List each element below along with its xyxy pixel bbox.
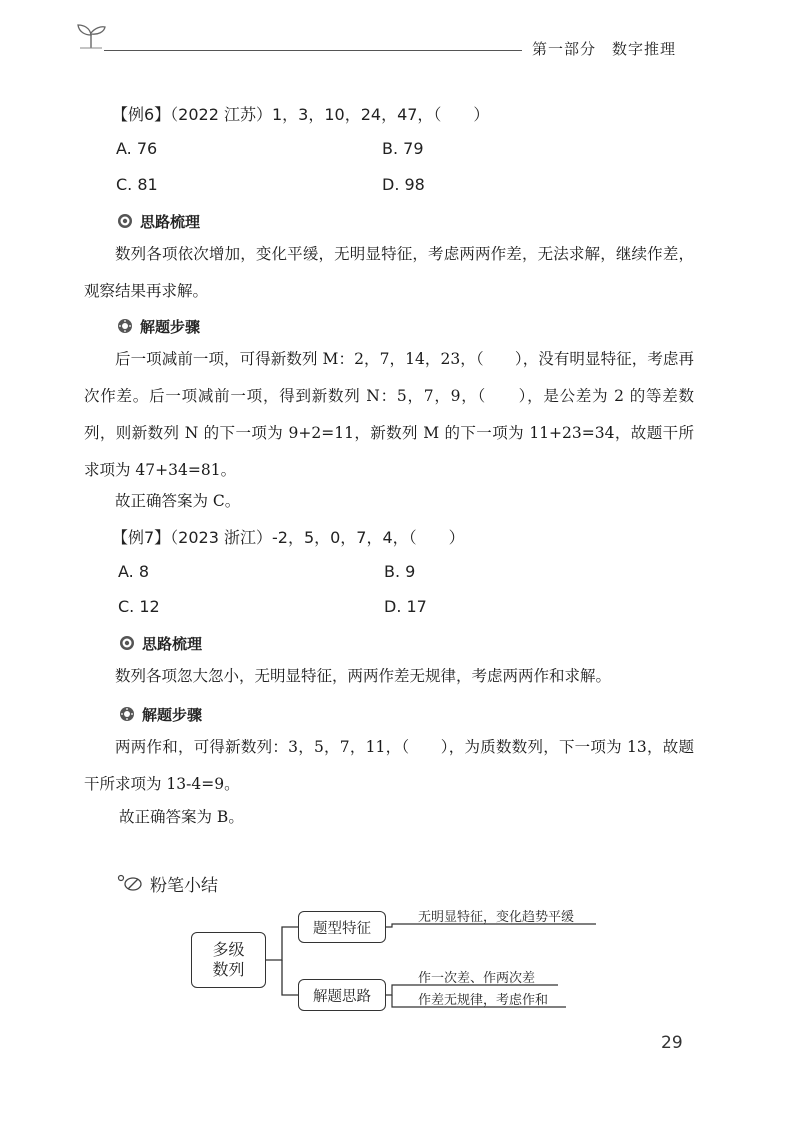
example-7-section-1-title: 思路梳理 — [142, 635, 203, 653]
example-6-option-b: B. 79 — [382, 139, 424, 158]
mindmap-leaf: 无明显特征，变化趋势平缓 — [418, 910, 575, 925]
mindmap-leaf: 作差无规律，考虑作和 — [418, 993, 549, 1008]
mindmap-root: 多级 数列 — [191, 932, 266, 988]
example-6-option-d: D. 98 — [382, 175, 425, 194]
example-7-option-d: D. 17 — [384, 597, 427, 616]
example-6-option-c: C. 81 — [116, 175, 158, 194]
page-number: 29 — [661, 1033, 683, 1053]
example-7-option-c: C. 12 — [118, 597, 160, 616]
example-7-answer: 故正确答案为 B。 — [119, 808, 244, 826]
mindmap-leaf: 作一次差、作两次差 — [418, 971, 536, 986]
example-7-question: 【例7】（2023 浙江）-2，5，0，7，4，（ ） — [112, 528, 465, 547]
header-section-title: 第一部分 数字推理 — [532, 40, 677, 58]
example-6-section-2-title: 解题步骤 — [140, 318, 201, 336]
summary-title: 粉笔小结 — [150, 876, 218, 896]
example-6-section-1-title: 思路梳理 — [140, 213, 201, 231]
mindmap-branch-features: 题型特征 — [298, 911, 386, 943]
paragraph: 两两作和，可得新数列：3，5，7，11，（ ），为质数数列，下一项为 13，故题干所求项为 13-4=9。 — [84, 738, 694, 793]
example-6-answer: 故正确答案为 C。 — [115, 492, 241, 510]
mindmap-branch-approach: 解题思路 — [298, 979, 386, 1011]
example-7-option-a: A. 8 — [118, 562, 150, 581]
example-6-question: 【例6】（2022 江苏）1，3，10，24，47，（ ） — [112, 105, 490, 124]
example-6-option-a: A. 76 — [116, 139, 158, 158]
example-7-option-b: B. 9 — [384, 562, 416, 581]
example-7-section-2-title: 解题步骤 — [142, 706, 203, 724]
paragraph: 数列各项依次增加，变化平缓，无明显特征，考虑两两作差，无法求解，继续作差，观察结果再求解。 — [84, 245, 694, 300]
paragraph: 后一项减前一项，可得新数列 M：2，7，14，23，（ ），没有明显特征，考虑再次作差。后一项减前一项，得到新数列 N：5，7，9，（ ），是公差为 2 的等差数列，则新数列 N 的下一项为 9+2=11，新数列 M 的下一项为 11+23=34，故题干所求项为 47+34=81。 — [84, 350, 694, 479]
paragraph: 数列各项忽大忽小，无明显特征，两两作差无规律，考虑两两作和求解。 — [115, 667, 612, 685]
